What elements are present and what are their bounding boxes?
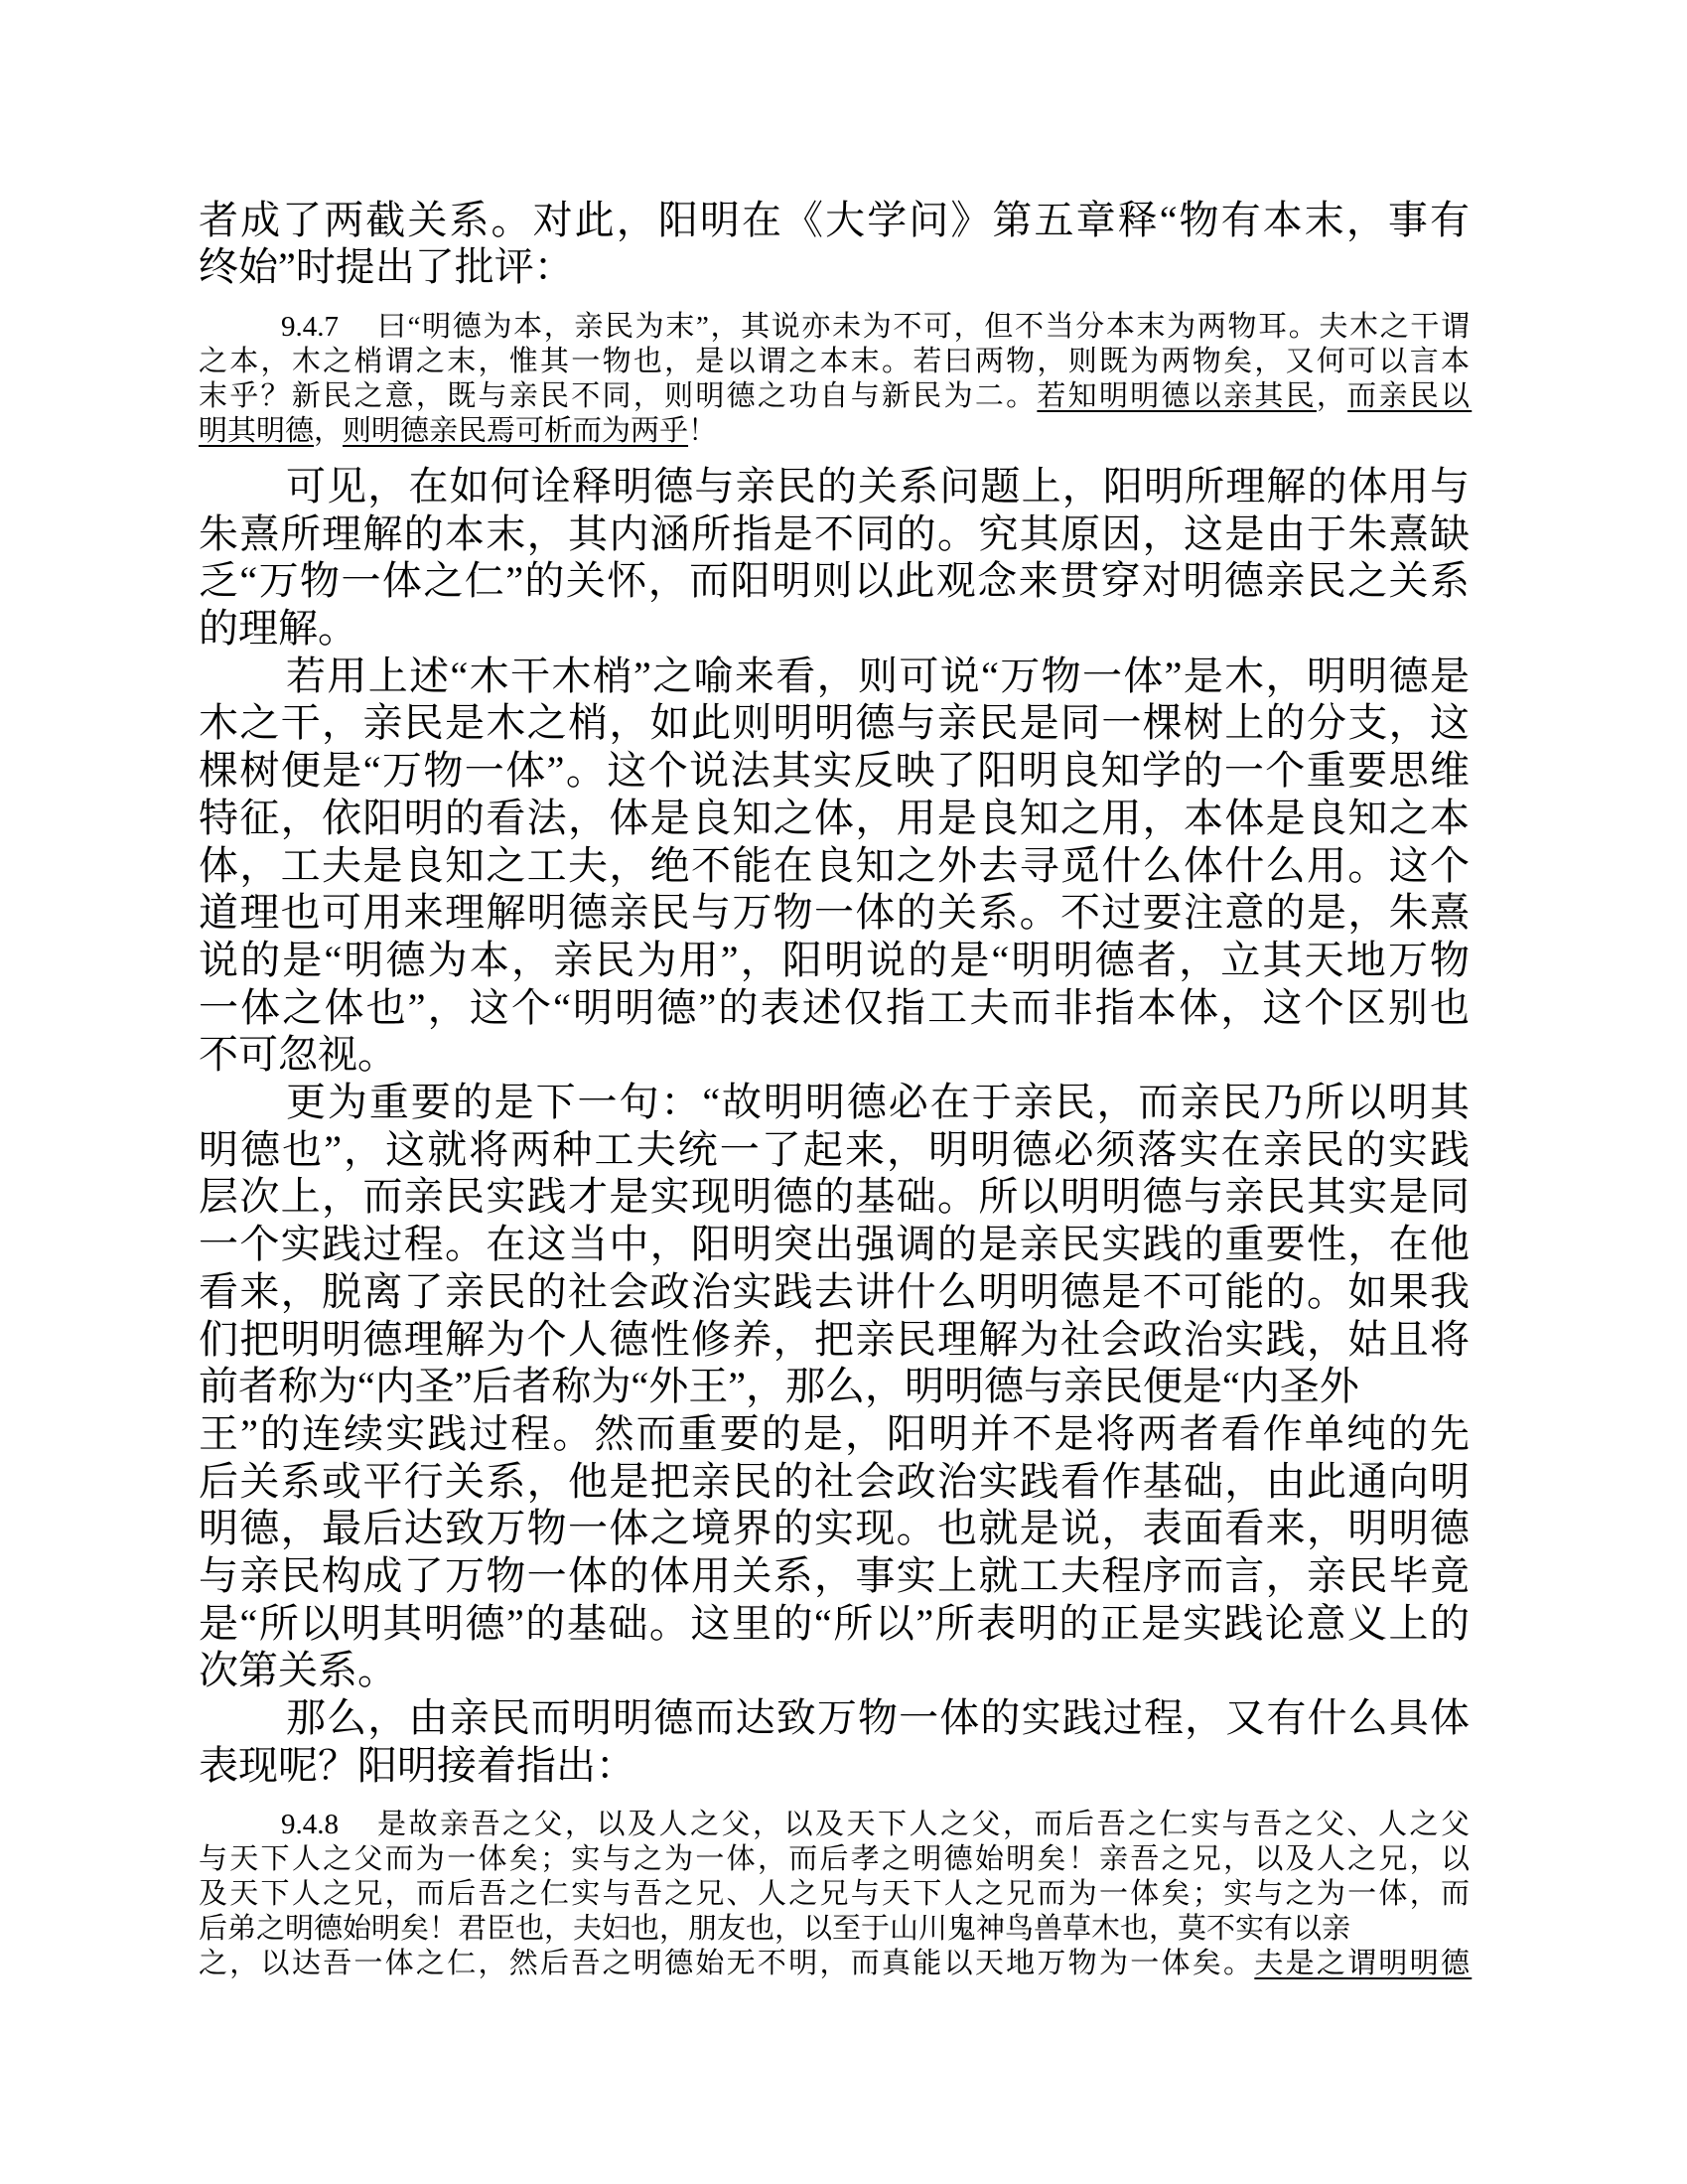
text-line <box>199 1877 1473 1912</box>
line-text: 看来，脱离了亲民的社会政治实践去讲什么明明德是不可能的。如果我 <box>199 1269 1472 1314</box>
text-line <box>199 747 1470 795</box>
line-text: 是“所以明其明德”的基础。这里的“所以”所表明的正是实践论意义上的 <box>199 1601 1472 1646</box>
line-text: 终始”时提出了批评： <box>199 244 574 289</box>
underlined-text: 则明德亲民焉可析而为两乎 <box>343 415 689 447</box>
text-line <box>199 1031 1470 1079</box>
text-line <box>199 1505 1470 1552</box>
line-text: 特征，依阳明的看法，体是良知之体，用是良知之用，本体是良知之本 <box>199 796 1472 840</box>
text-line <box>199 310 1470 345</box>
text-line <box>199 197 1473 244</box>
text-line <box>199 1742 1470 1790</box>
line-text: 道理也可用来理解明德亲民与万物一体的关系。不过要注意的是，朱熹 <box>199 890 1472 935</box>
line-text: 曰“明德为本，亲民为末”，其说亦未为不可，但不当分本末为两物耳。夫木之干谓 <box>377 311 1472 343</box>
text-line <box>199 1079 1470 1126</box>
text-line <box>199 1912 1470 1947</box>
text-line <box>199 379 1473 414</box>
text-line <box>199 1647 1470 1694</box>
text-line <box>199 699 1470 747</box>
quote-number: 9.4.7 <box>281 311 339 343</box>
text-line <box>199 510 1470 558</box>
text-line <box>199 1363 1470 1410</box>
underlined-text: 而亲民以 <box>1347 380 1473 412</box>
line-text: 及天下人之兄，而后吾之仁实与吾之兄、人之兄与天下人之兄而为一体矣；实与之为一体，而 <box>199 1878 1473 1910</box>
text-line <box>199 1126 1473 1174</box>
line-text: 的理解。 <box>199 606 357 651</box>
line-text: 明德也”，这就将两种工夫统一了起来，明明德必须落实在亲民的实践 <box>199 1127 1473 1172</box>
text-line <box>199 1600 1470 1648</box>
text-line <box>199 463 1470 510</box>
text-line <box>199 984 1473 1032</box>
line-text: 前者称为“内圣”后者称为“外王”，那么，明明德与亲民便是“内圣外 <box>199 1364 1359 1408</box>
line-text: 不可忽视。 <box>199 1032 397 1077</box>
line-text: 若用上述“木干木梢”之喻来看，则可说“万物一体”是木，明明德是 <box>286 654 1472 698</box>
line-text: 体，工夫是良知之工夫，绝不能在良知之外去寻觅什么体什么用。这个 <box>199 843 1472 888</box>
line-text: 后关系或平行关系，他是把亲民的社会政治实践看作基础，由此通向明 <box>199 1459 1472 1504</box>
line-text: 乏“万物一体之仁”的关怀，而阳明则以此观念来贯穿对明德亲民之关系 <box>199 558 1472 603</box>
text-line <box>199 653 1470 700</box>
text-line <box>199 1552 1470 1600</box>
text-line <box>199 1268 1470 1316</box>
line-text: 明德，最后达致万物一体之境界的实现。也就是说，表面看来，明明德 <box>199 1506 1472 1550</box>
line-text: 与亲民构成了万物一体的体用关系，事实上就工夫程序而言，亲民毕竟 <box>199 1553 1472 1598</box>
line-text: 朱熹所理解的本末，其内涵所指是不同的。究其原因，这是由于朱熹缺 <box>199 511 1472 556</box>
text-line <box>199 1410 1473 1458</box>
line-text: ！ <box>688 415 718 447</box>
text-line <box>199 1808 1473 1842</box>
text-line <box>199 889 1470 937</box>
text-line <box>199 937 1473 984</box>
text-line <box>199 243 1470 291</box>
text-line <box>199 1458 1470 1506</box>
text-line <box>199 557 1470 605</box>
text-line <box>199 1173 1470 1221</box>
line-text: 表现呢？阳明接着指出： <box>199 1743 635 1788</box>
text-line <box>199 414 1470 449</box>
line-text: 之本，木之梢谓之末，惟其一物也，是以谓之本末。若曰两物，则既为两物矣，又何可以言本 <box>199 346 1473 377</box>
underlined-text: 明其明德 <box>199 415 315 447</box>
line-text: 与天下人之父而为一体矣；实与之为一体，而后孝之明德始明矣！亲吾之兄，以及人之兄，以 <box>199 1843 1473 1875</box>
line-text: ， <box>314 415 344 447</box>
line-text: 之，以达吾一体之仁，然后吾之明德始无不明，而真能以天地万物为一体矣。 <box>199 1948 1255 1979</box>
line-text: 后弟之明德始明矣！君臣也，夫妇也，朋友也，以至于山川鬼神鸟兽草木也，莫不实有以亲 <box>199 1913 1351 1945</box>
line-text: 木之干，亲民是木之梢，如此则明明德与亲民是同一棵树上的分支，这 <box>199 700 1472 745</box>
line-text: 是故亲吾之父，以及人之父，以及天下人之父，而后吾之仁实与吾之父、人之父 <box>377 1809 1473 1840</box>
line-text: ， <box>1316 380 1348 412</box>
quote-number: 9.4.8 <box>281 1809 339 1840</box>
line-text: 末乎？新民之意，既与亲民不同，则明德之功自与新民为二。 <box>199 380 1038 412</box>
line-text: 层次上，而亲民实践才是实现明德的基础。所以明明德与亲民其实是同 <box>199 1174 1472 1219</box>
line-text: 者成了两截关系。对此，阳明在《大学问》第五章释“物有本末，事有 <box>199 198 1473 242</box>
line-text: 们把明明德理解为个人德性修养，把亲民理解为社会政治实践，姑且将 <box>199 1317 1472 1362</box>
text-line <box>199 1316 1470 1364</box>
line-text: 一体之体也”，这个“明明德”的表述仅指工夫而非指本体，这个区别也 <box>199 985 1473 1030</box>
text-line <box>199 605 1470 653</box>
text-line <box>199 842 1470 890</box>
underlined-text: 若知明明德以亲其民 <box>1037 380 1317 412</box>
line-text: 王”的连续实践过程。然而重要的是，阳明并不是将两者看作单纯的先 <box>199 1411 1473 1456</box>
text-line <box>199 345 1473 379</box>
line-text: 棵树便是“万物一体”。这个说法其实反映了阳明良知学的一个重要思维 <box>199 748 1472 793</box>
text-line <box>199 795 1470 842</box>
line-text: 那么，由亲民而明明德而达致万物一体的实践过程，又有什么具体 <box>286 1695 1472 1740</box>
line-text: 更为重要的是下一句：“故明明德必在于亲民，而亲民乃所以明其 <box>286 1080 1472 1124</box>
text-line <box>199 1842 1473 1877</box>
line-text: 说的是“明德为本，亲民为用”，阳明说的是“明明德者，立其天地万物 <box>199 938 1473 982</box>
text-line <box>199 1221 1470 1268</box>
underlined-text: 夫是之谓明明德 <box>1254 1948 1473 1979</box>
line-text: 一个实践过程。在这当中，阳明突出强调的是亲民实践的重要性，在他 <box>199 1222 1472 1266</box>
line-text: 可见，在如何诠释明德与亲民的关系问题上，阳明所理解的体用与 <box>286 464 1472 509</box>
line-text: 次第关系。 <box>199 1648 397 1692</box>
text-line <box>199 1947 1473 1981</box>
text-line <box>199 1694 1470 1742</box>
